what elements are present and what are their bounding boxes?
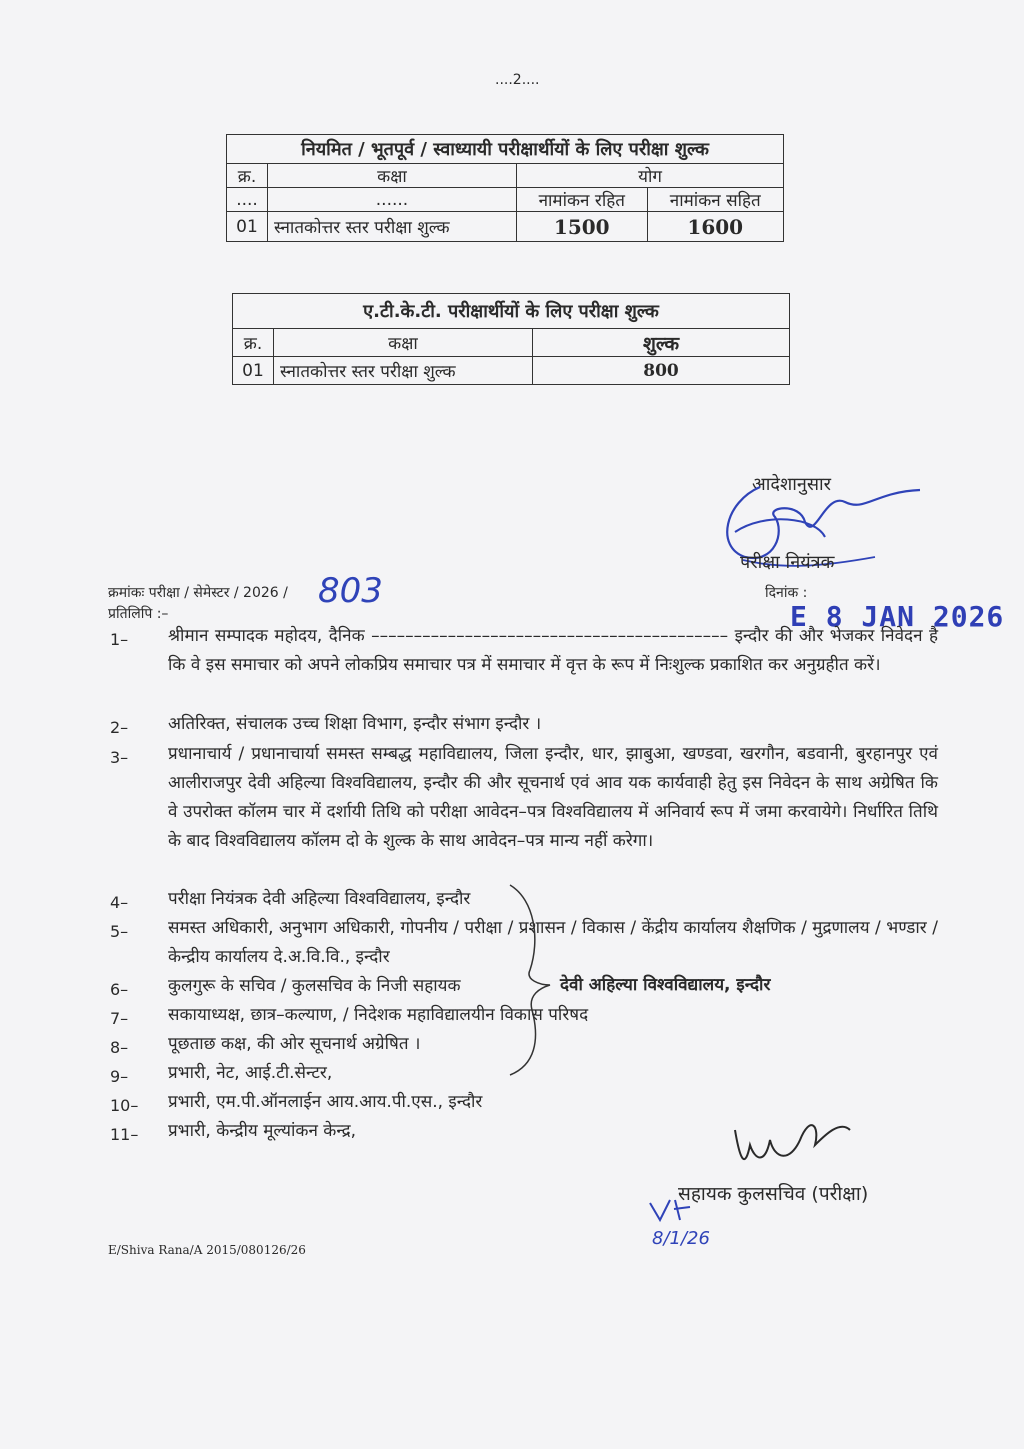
bracket-label: देवी अहिल्या विश्वविद्यालय, इन्दौर (560, 975, 771, 995)
page-number: ....2.... (495, 72, 540, 88)
col-class-header: कक्षा (274, 329, 533, 357)
copy-item-7: सकायाध्यक्ष, छात्र–कल्याण, / निदेशक महाविद्यालयीन विकास परिषद (168, 1005, 589, 1025)
col-sr-header: क्र. (227, 164, 268, 188)
col-sr-header: क्र. (233, 329, 274, 357)
fee-without-enrolment: 1500 (517, 212, 648, 242)
col-total-header: योग (517, 164, 784, 188)
copy-item-1: श्रीमान सम्पादक महोदय, दैनिक –––––––––––––––––––––––––––––––––––––––––– इन्दौर की और भेजकर निवेदन है कि वे इस समाचार को अपने लोकप्रिय समाचार पत्र में समाचार में वृत्त के रूप में निःशुल्क प्रकाशित कर अनुग्रहीत करें। (168, 626, 938, 675)
copy-number: 10– (110, 1096, 139, 1115)
copy-to-label: प्रतिलिपि :– (108, 606, 169, 622)
copy-item-6: कुलगुरू के सचिव / कुलसचिव के निजी सहायक (168, 976, 461, 996)
copy-number: 1– (110, 630, 129, 649)
date-label: दिनांक : (765, 585, 808, 601)
registrar-signature (720, 1100, 870, 1180)
handwritten-reference-number: 803 (318, 571, 383, 611)
initial-mark (640, 1195, 710, 1225)
regular-fee-table (226, 134, 784, 242)
regular-fee-table-title: नियमित / भूतपूर्व / स्वाध्यायी परीक्षार्थीयों के लिए परीक्षा शुल्क (227, 135, 784, 164)
copy-item-8: पूछताछ कक्ष, की ओर सूचनार्थ अग्रेषित । (168, 1034, 421, 1054)
row-sr: 01 (227, 212, 268, 242)
row-class: स्नातकोत्तर स्तर परीक्षा शुल्क (268, 212, 517, 242)
footer-reference: E/Shiva Rana/A 2015/080126/26 (108, 1243, 306, 1257)
copy-number: 4– (110, 893, 129, 912)
order-text: आदेशानुसार (752, 474, 832, 495)
copy-number: 6– (110, 980, 129, 999)
atkt-fee-amount: 800 (533, 357, 790, 385)
copy-number: 11– (110, 1125, 139, 1144)
atkt-fee-table (232, 293, 790, 385)
copy-number: 9– (110, 1067, 129, 1086)
col-without-enrolment-header: नामांकन रहित (517, 188, 648, 212)
fee-with-enrolment: 1600 (647, 212, 784, 242)
copy-item-2: अतिरिक्त, संचालक उच्च शिक्षा विभाग, इन्दौर संभाग इन्दौर । (168, 714, 542, 734)
dots-cell: ...... (268, 188, 517, 212)
copy-item-9: प्रभारी, नेट, आई.टी.सेन्टर, (168, 1063, 333, 1083)
bracket-brace (480, 880, 570, 1080)
copy-item-4: परीक्षा नियंत्रक देवी अहिल्या विश्वविद्यालय, इन्दौर (168, 889, 471, 909)
col-class-header: कक्षा (268, 164, 517, 188)
copy-item-5: समस्त अधिकारी, अनुभाग अधिकारी, गोपनीय / परीक्षा / प्रशासन / विकास / केंद्रीय कार्यालय शैक्षणिक / मुद्रणालय / भण्डार / केन्द्रीय कार्यालय दे.अ.वि.वि., इन्दौर (168, 918, 938, 967)
row-sr: 01 (233, 357, 274, 385)
copy-item-10: प्रभारी, एम.पी.ऑनलाईन आय.आय.पी.एस., इन्दौर (168, 1092, 483, 1112)
controller-designation: परीक्षा नियंत्रक (740, 552, 835, 573)
copy-number: 7– (110, 1009, 129, 1028)
copy-number: 3– (110, 748, 129, 767)
copy-item-11: प्रभारी, केन्द्रीय मूल्यांकन केन्द्र, (168, 1121, 357, 1141)
reference-number-label: क्रमांकः परीक्षा / सेमेस्टर / 2026 / (108, 585, 288, 601)
atkt-fee-table-title: ए.टी.के.टी. परीक्षार्थीयों के लिए परीक्षा शुल्क (233, 294, 790, 329)
col-with-enrolment-header: नामांकन सहित (647, 188, 784, 212)
copy-item-3: प्रधानाचार्य / प्रधानाचार्या समस्त सम्बद्ध महाविद्यालय, जिला इन्दौर, धार, झाबुआ, खण्डवा, खरगौन, बडवानी, बुरहानपुर एवं आलीराजपुर देवी अहिल्या विश्वविद्यालय, इन्दौर की और सूचनार्थ एवं आव यक कार्यवाही हेतु इस निवेदन के साथ अग्रेषित कि वे उपरोक्त कॉलम चार में दर्शायी तिथि को परीक्षा आवेदन–पत्र विश्वविद्यालय में अनिवार्य रूप में जमा करवायेगे। निर्धारित तिथि के बाद विश्वविद्यालय कॉलम दो के शुल्क के साथ आवेदन–पत्र मान्य नहीं करेगा। (168, 744, 938, 851)
assistant-registrar-designation: सहायक कुलसचिव (परीक्षा) (678, 1183, 869, 1205)
copy-number: 8– (110, 1038, 129, 1057)
handwritten-initial-date: 8/1/26 (652, 1228, 710, 1249)
copy-number: 2– (110, 718, 129, 737)
col-fee-header: शुल्क (533, 329, 790, 357)
date-stamp: E 8 JAN 2026 (790, 600, 1005, 633)
dots-cell: .... (227, 188, 268, 212)
copy-number: 5– (110, 922, 129, 941)
row-class: स्नातकोत्तर स्तर परीक्षा शुल्क (274, 357, 533, 385)
